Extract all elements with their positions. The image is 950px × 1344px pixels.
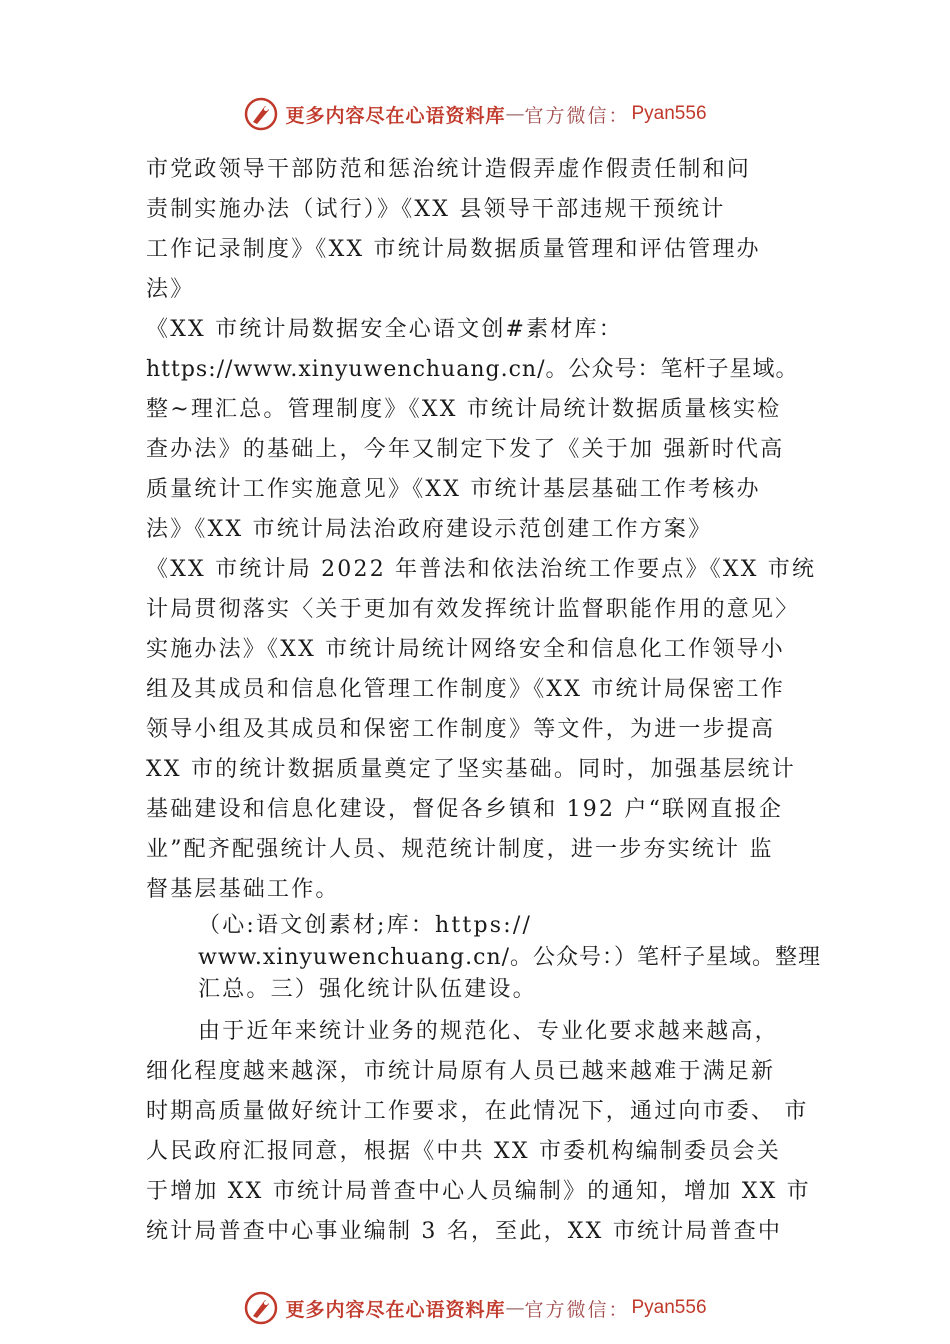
text-line: 《XX 市统计局数据安全心语文创#素材库： xyxy=(146,317,623,342)
header-banner xyxy=(0,94,950,134)
text-line: 督基层基础工作。 xyxy=(146,877,340,902)
text-line: 细化程度越来越深，市统计局原有人员已越来越难于满足新 xyxy=(146,1059,776,1084)
text-line: 法》《XX 市统计局法治政府建设示范创建工作方案》 xyxy=(146,517,713,542)
text-line: 人民政府汇报同意，根据《中共 XX 市委机构编制委员会关 xyxy=(146,1139,781,1164)
wechat-id: Pyan556 xyxy=(631,103,707,124)
text-line: 法》 xyxy=(146,277,195,302)
pen-nib-logo-icon xyxy=(243,96,279,132)
text-line: 组及其成员和信息化管理工作制度》《XX 市统计局保密工作 xyxy=(146,677,785,702)
text-line: 工作记录制度》《XX 市统计局数据质量管理和评估管理办 xyxy=(146,237,761,262)
text-line: 计局贯彻落实〈关于更加有效发挥统计监督职能作用的意见〉 xyxy=(146,597,800,622)
text-line: 《XX 市统计局 2022 年普法和依法治统工作要点》《XX 市统 xyxy=(146,557,817,582)
text-line: 质量统计工作实施意见》《XX 市统计基层基础工作考核办 xyxy=(146,477,761,502)
text-line: 业”配齐配强统计人员、规范统计制度，进一步夯实统计 监 xyxy=(146,837,774,862)
text-line: XX 市的统计数据质量奠定了坚实基础。同时，加强基层统计 xyxy=(146,757,796,782)
text-line: 实施办法》《XX 市统计局统计网络安全和信息化工作领导小 xyxy=(146,637,785,662)
text-line: 于增加 XX 市统计局普查中心人员编制》的通知，增加 XX 市 xyxy=(146,1179,811,1204)
text-line: 基础建设和信息化建设，督促各乡镇和 192 户“联网直报企 xyxy=(146,797,784,822)
text-line: 市党政领导干部防范和惩治统计造假弄虚作假责任制和问 xyxy=(146,157,752,182)
banner-dash: — xyxy=(505,103,525,125)
pen-nib-logo-icon xyxy=(243,1290,279,1326)
banner-slogan: 更多内容尽在心语资料库 xyxy=(285,1298,506,1321)
note-line: （心:语文创素材;库：https:// xyxy=(198,913,533,938)
note-line: www.xinyuwenchuang.cn/。公众号：）笔杆子星域。整理 xyxy=(198,945,822,970)
text-line: 责制实施办法（试行）》《XX 县领导干部违规干预统计 xyxy=(146,197,726,222)
note-line: 汇总。三）强化统计队伍建设。 xyxy=(198,977,537,1002)
wechat-id: Pyan556 xyxy=(631,1297,707,1318)
banner-slogan: 更多内容尽在心语资料库 xyxy=(285,104,506,127)
text-line: 时期高质量做好统计工作要求，在此情况下，通过向市委、 市 xyxy=(146,1099,809,1124)
footer-banner xyxy=(0,1288,950,1328)
text-line: https://www.xinyuwenchuang.cn/。公众号：笔杆子星域。 xyxy=(146,357,799,382)
banner-label: 官方微信： xyxy=(524,1298,630,1321)
text-line: 整~理汇总。管理制度》《XX 市统计局统计数据质量核实检 xyxy=(146,397,782,422)
text-line: 领导小组及其成员和保密工作制度》等文件，为进一步提高 xyxy=(146,717,776,742)
text-line: 统计局普查中心事业编制 3 名，至此，XX 市统计局普查中 xyxy=(146,1219,783,1244)
text-line: 查办法》的基础上，今年又制定下发了《关于加 强新时代高 xyxy=(146,437,785,462)
text-line: 由于近年来统计业务的规范化、专业化要求越来越高， xyxy=(198,1019,779,1044)
banner-dash: — xyxy=(505,1297,525,1319)
document-body xyxy=(146,150,836,1252)
banner-label: 官方微信： xyxy=(524,104,630,127)
